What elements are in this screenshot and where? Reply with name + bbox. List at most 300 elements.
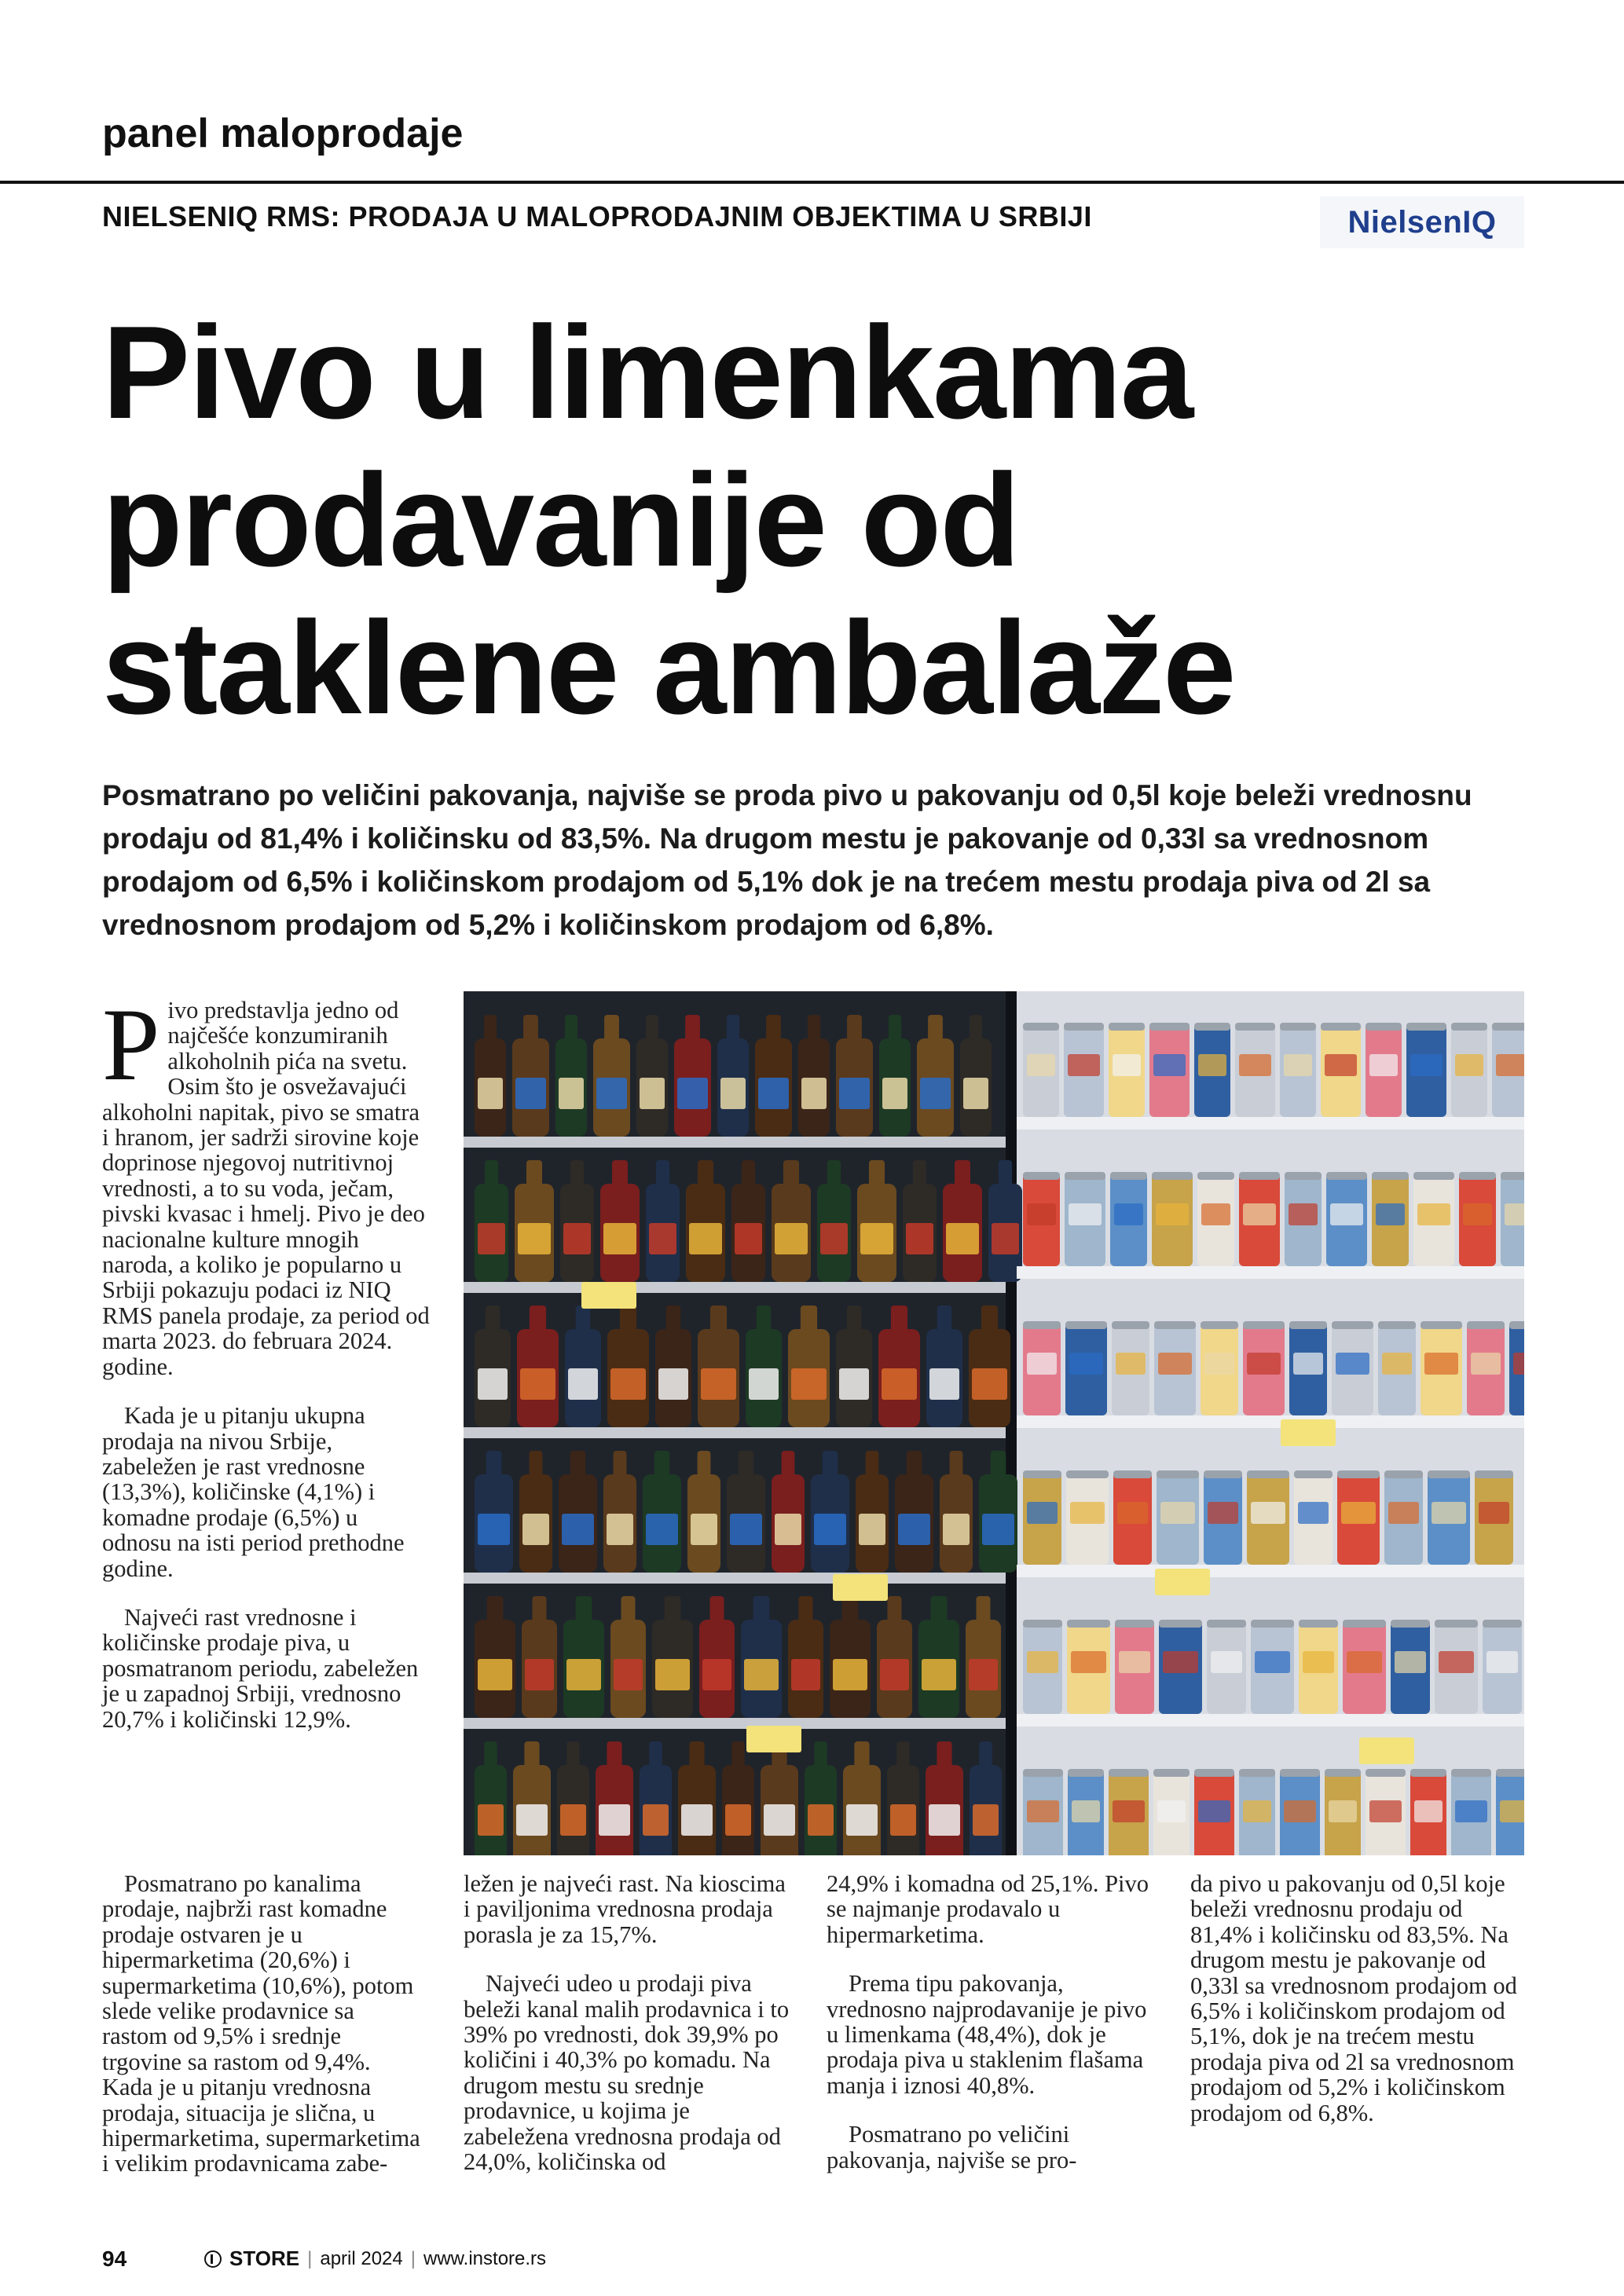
bottle-label [720,1078,746,1109]
can-top [1483,1620,1522,1628]
can-top [1239,1172,1280,1180]
bottle-label [922,1659,956,1690]
right-shelf [1017,1415,1524,1428]
can-top [1384,1470,1423,1478]
can-label [1027,1800,1059,1822]
bottle-label [520,1368,555,1400]
bottle-neck [612,1160,628,1192]
intro-text: ivo predstavlja jedno od najčešće konzumiranih alkoholnih pića na svetu. Osim što je osvežavajući alkoholni napitak, pivo se smatra i hranom, jer sadrži sirovine koje doprinose njegovoj nutritivnoj vrednosti, a to su voda, ječam, pivski kvasac i hmelj. Pivo je deo nacionalne kulture mnogih naroda, a koliko je popularno u Srbiji pokazuju podaci iz NIQ RMS panela prodaje, za period od marta 2023. do februara 2024. godine. [102,997,430,1380]
can-top [1366,1769,1406,1777]
bottle-neck [565,1015,577,1046]
drop-cap: P [102,987,160,1102]
can-label [1329,1800,1357,1822]
can-top [1451,1023,1487,1031]
can-label [1341,1502,1376,1524]
bottle-neck [570,1160,584,1192]
bottle-label [560,1804,586,1836]
can-top [1239,1769,1275,1777]
bottle-label [646,1514,678,1545]
bottle-label [603,1223,636,1254]
can-label [1211,1651,1242,1673]
bottle-label [943,1514,970,1545]
kicker: NIELSENIQ RMS: PRODAJA U MALOPRODAJNIM OBJEKTIMA U SRBIJI [102,200,1092,233]
can-top [1406,1023,1446,1031]
can-top [1110,1172,1147,1180]
bottle-neck [533,1596,547,1628]
bottle-label [859,1514,885,1545]
bottle-label [562,1514,594,1545]
can-label [1160,1502,1195,1524]
can-top [1280,1023,1316,1031]
can-top [1201,1321,1238,1329]
right-shelf [1017,1117,1524,1130]
can-label [1153,1054,1186,1076]
headline-line: Pivo u limenkama [102,298,1193,446]
can-top [1065,1321,1107,1329]
can-top [1065,1172,1105,1180]
column-2 [464,1871,794,2198]
bottle-label [846,1804,878,1836]
can-top [1068,1769,1104,1777]
bottle-label [946,1223,979,1254]
can-label [1239,1054,1271,1076]
bottle-label [478,1223,505,1254]
can-top [1285,1172,1322,1180]
can-label [1119,1651,1150,1673]
can-top [1325,1769,1361,1777]
bottle-label [568,1368,598,1400]
can-label [1156,1203,1189,1225]
bottle-neck [621,1596,636,1628]
bottle-neck [620,1305,636,1337]
can-label [1424,1353,1458,1375]
can-top [1194,1023,1230,1031]
can-label [1158,1353,1192,1375]
can-top [1332,1321,1373,1329]
can-label [1247,1353,1281,1375]
header-rule [0,181,1624,184]
bottle-neck [753,1596,770,1628]
can-top [1501,1172,1524,1180]
bottle-label [599,1804,630,1836]
bottle-neck [649,1741,662,1773]
bottle-neck [937,1305,951,1337]
left-shelf [464,1137,1006,1148]
bottle-neck [931,1596,948,1628]
bottle-label [478,1804,504,1836]
price-tag [746,1726,801,1752]
body-paragraph: Kada je u pitanju ukupna prodaja na nivou Srbije, zabeležen je rast vrednosne (13,3%), količinske (4,1%) i komadne prodaje (6,5%) u odnosu na isti period prethodne godine. [102,1402,405,1582]
can-top [1153,1769,1190,1777]
bottle-label [982,1514,1014,1545]
column-3 [827,1871,1157,2196]
bottle-label [744,1659,779,1690]
lead-paragraph: Posmatrano po veličini pakovanja, najviše se proda pivo u pakovanju od 0,5l koje beleži vrednosnu prodaju od 81,4% i količinsku od 83,5%. Na drugom mestu je pakovanje od 0,33l sa vrednosnom prodajom od 6,5% i količinskom prodajom od 5,1% dok je na trećem mestu prodaja piva od 2l sa vrednosnom prodajom od 5,2% i količinskom prodajom od 6,8%. [102,779,1472,941]
beer-shelves-illustration [464,991,1524,1855]
bottle-label [764,1804,795,1836]
bottle-label [775,1223,808,1254]
can-label [1347,1651,1382,1673]
can-top [1157,1470,1199,1478]
bottle-label [929,1804,960,1836]
can-top [1064,1023,1104,1031]
bottle-label [920,1078,951,1109]
body-paragraph: ležen je najveći rast. Na kioscima i paviljonima vrednosna prodaja porasla je za 15,7%. [464,1870,786,1948]
can-label [1500,1800,1524,1822]
right-shelf [1017,1266,1524,1279]
can-label [1201,1203,1230,1225]
can-label [1251,1502,1285,1524]
can-top [1109,1769,1149,1777]
bottle-label [972,1368,1007,1400]
can-top [1247,1470,1289,1478]
bottle-neck [727,1015,739,1046]
footer-separator: | [307,2247,313,2269]
bottle-label [563,1223,591,1254]
column-1b [102,1871,424,2200]
can-label [1455,1054,1483,1076]
bottle-neck [913,1160,926,1192]
can-top [1066,1470,1109,1478]
can-top [1509,1321,1524,1329]
can-label [1070,1502,1105,1524]
bottle-neck [604,1015,619,1046]
bottle-label [677,1078,708,1109]
headline-line: prodavanije od [102,446,1019,594]
bottle-label [725,1804,751,1836]
bottle-neck [646,1015,658,1046]
can-label [1293,1353,1323,1375]
bottle-neck [970,1015,982,1046]
price-tag [1359,1738,1414,1764]
can-label [1255,1651,1290,1673]
can-label [1376,1203,1405,1225]
body-paragraph: Najveći udeo u prodaji piva beleži kanal malih prodavnica i to 39% po vrednosti, dok 39,9% po količini i 40,3% po komadu. Na drugom mestu su srednje prodavnice, u kojima je zabeležena vrednosna prodaja od 24,0%, količinska od [464,1970,790,2176]
can-top [1251,1620,1294,1628]
left-shelf [464,1282,1006,1293]
can-label [1284,1054,1312,1076]
bottle-label [702,1659,731,1690]
can-top [1451,1769,1491,1777]
can-top [1204,1470,1242,1478]
bottle-neck [698,1160,713,1192]
footer-brand [204,2247,546,2271]
can-label [1336,1353,1369,1375]
bottle-neck [576,1305,590,1337]
bottle-neck [907,1451,922,1482]
bottle-neck [654,1451,670,1482]
bottle-neck [869,1160,885,1192]
bottle-neck [896,1741,909,1773]
bottle-label [882,1078,907,1109]
bottle-label [478,1078,503,1109]
bottle-label [973,1804,999,1836]
can-label [1163,1651,1198,1673]
can-label [1068,1054,1100,1076]
bottle-label [516,1804,548,1836]
bottle-neck [808,1015,820,1046]
can-top [1343,1620,1386,1628]
bottle-label [882,1368,917,1400]
can-top [1023,1321,1061,1329]
bottle-neck [888,1596,902,1628]
bottle-label [515,1078,546,1109]
can-top [1294,1470,1333,1478]
body-paragraph: Posmatrano po veličini pakovanja, najviše se pro- [827,2121,1077,2173]
bottle-label [791,1659,820,1690]
can-top [1372,1172,1409,1180]
bottle-neck [827,1160,841,1192]
price-tag [1281,1419,1336,1446]
bottle-neck [814,1741,827,1773]
can-top [1154,1321,1196,1329]
bottle-label [596,1078,627,1109]
can-label [1243,1203,1276,1225]
bottle-neck [739,1451,754,1482]
bottle-label [559,1078,584,1109]
section-label: panel maloprodaje [102,111,464,156]
bottle-neck [665,1596,681,1628]
bottle-label [898,1514,930,1545]
right-shelf [1017,1565,1524,1577]
can-top [1194,1769,1234,1777]
can-top [1366,1023,1402,1031]
left-shelf [464,1427,1006,1438]
can-top [1496,1769,1524,1777]
can-label [1208,1502,1238,1524]
bottle-label [730,1514,762,1545]
bottle-neck [484,1015,497,1046]
can-label [1027,1353,1057,1375]
can-label [1198,1054,1226,1076]
instore-logo-icon [204,2250,222,2268]
bottle-label [649,1223,676,1254]
can-top [1459,1172,1496,1180]
bottle-neck [979,1741,992,1773]
bottle-neck [486,1305,500,1337]
bottle-neck [485,1160,498,1192]
bottle-label [758,1078,789,1109]
bottle-label [525,1659,554,1690]
can-label [1027,1054,1055,1076]
can-label [1243,1800,1271,1822]
bottle-neck [801,1305,817,1337]
bottle-label [566,1659,601,1690]
intro-paragraph [102,987,432,1380]
can-top [1492,1023,1524,1031]
bottle-neck [928,1015,943,1046]
can-top [1243,1321,1285,1329]
can-label [1439,1651,1474,1673]
can-top [1391,1620,1430,1628]
bottle-label [643,1804,669,1836]
can-top [1067,1620,1110,1628]
body-paragraph: da pivo u pakovanju od 0,5l koje beleži vrednosnu prodaju od 81,4% i količinsku od 83,5%. Na drugom mestu je pakovanje od 0,33l sa vrednosnom prodajom od 6,5% i količinskom prodajom od 5,1%, dok je na trećem mestu prodaja piva od 2l sa vrednosnom prodajom od 5,2% i količinskom prodajom od 6,8%. [1190,1870,1517,2126]
can-top [1475,1470,1513,1478]
bottle-neck [698,1451,711,1482]
can-label [1069,1353,1103,1375]
can-label [1027,1203,1056,1225]
can-top [1337,1470,1380,1478]
can-top [1280,1769,1320,1777]
price-tag [833,1574,888,1601]
can-label [1157,1800,1186,1822]
bottle-neck [757,1305,771,1337]
can-label [1113,1800,1145,1822]
bottle-label [691,1514,717,1545]
can-label [1303,1651,1334,1673]
body-paragraph: Najveći rast vrednosne i količinske prodaje piva, u posmatranom periodu, zabeležen je u zapadnoj Srbiji, vrednosno 20,7% i količinski 12,9%. [102,1603,419,1733]
bottle-label [681,1804,713,1836]
bottle-label [839,1368,869,1400]
can-top [1289,1321,1327,1329]
column-1 [102,987,432,1756]
can-top [1413,1172,1454,1180]
footer-magazine-name: STORE [229,2247,300,2270]
can-top [1023,1172,1060,1180]
bottle-neck [823,1451,838,1482]
can-top [1197,1172,1234,1180]
bottle-neck [847,1305,861,1337]
footer-separator: | [410,2247,416,2269]
can-top [1023,1769,1063,1777]
bottle-label [607,1514,633,1545]
bottle-label [522,1514,549,1545]
can-top [1023,1023,1059,1031]
bottle-neck [666,1305,680,1337]
bottle-neck [523,1015,538,1046]
bottle-label [614,1659,643,1690]
can-label [1198,1800,1230,1822]
headline-line: staklene ambalaže [102,594,1235,742]
bottle-neck [486,1451,502,1482]
bottle-label [655,1659,690,1690]
can-label [1117,1502,1148,1524]
left-shelf [464,1718,1006,1729]
bottle-neck [766,1015,781,1046]
can-top [1467,1321,1505,1329]
can-label [1204,1353,1234,1375]
bottle-neck [782,1451,795,1482]
bottle-neck [937,1741,951,1773]
bottle-label [833,1659,867,1690]
bottle-neck [955,1160,970,1192]
can-label [1069,1203,1102,1225]
bottle-neck [799,1596,813,1628]
bottle-neck [866,1451,879,1482]
bottle-label [478,1368,508,1400]
bottle-label [658,1368,688,1400]
bottle-neck [999,1160,1012,1192]
can-label [1479,1502,1509,1524]
bottle-label [890,1804,916,1836]
bottle-label [963,1078,988,1109]
bottle-label [880,1659,909,1690]
bottle-neck [526,1160,542,1192]
can-label [1114,1203,1143,1225]
bottle-neck [689,1741,704,1773]
can-top [1299,1620,1338,1628]
bottle-label [735,1223,762,1254]
can-top [1435,1620,1478,1628]
can-top [1113,1470,1152,1478]
bottle-neck [891,1305,907,1337]
bottle-label [906,1223,933,1254]
can-top [1159,1620,1202,1628]
can-top [1378,1321,1416,1329]
page-number: 94 [102,2247,127,2271]
can-top [1023,1620,1062,1628]
can-label [1325,1054,1357,1076]
bottle-label [478,1659,512,1690]
bottle-neck [614,1451,627,1482]
can-label [1388,1502,1419,1524]
can-label [1369,1054,1398,1076]
bottle-neck [991,1451,1006,1482]
bottle-label [749,1368,779,1400]
bottle-label [801,1078,827,1109]
price-tag [1155,1569,1210,1595]
can-top [1112,1321,1149,1329]
can-top [1109,1023,1145,1031]
can-label [1395,1651,1426,1673]
bottle-neck [981,1305,998,1337]
bottle-neck [742,1160,755,1192]
bottle-label [820,1223,848,1254]
bottle-neck [854,1741,869,1773]
bottle-neck [570,1451,586,1482]
bottle-label [808,1804,834,1836]
body-paragraph: Prema tipu pakovanja, vrednosno najprodavanije je pivo u limenkama (48,4%), dok je prodaja piva u staklenim flašama manja i iznosi 40,8%. [827,1970,1147,2099]
bottle-neck [566,1741,579,1773]
bottle-label [478,1514,510,1545]
bottle-label [969,1659,998,1690]
price-tag [581,1282,636,1309]
can-label [1414,1800,1443,1822]
can-label [1513,1353,1524,1375]
bottle-label [839,1078,870,1109]
can-label [1116,1353,1146,1375]
bottle-neck [847,1015,862,1046]
bottle-neck [530,1451,543,1482]
bottle-label [701,1368,736,1400]
can-top [1235,1023,1275,1031]
can-label [1455,1800,1487,1822]
column-4 [1190,1871,1520,2149]
bottle-label [775,1514,801,1545]
can-label [1113,1054,1141,1076]
can-top [1421,1321,1462,1329]
headline [102,298,1516,742]
bottle-neck [977,1596,991,1628]
bottle-neck [524,1741,539,1773]
bottle-label [610,1368,646,1400]
footer-issue: april 2024 [320,2247,403,2269]
bottle-neck [731,1741,744,1773]
nielseniq-logo: NielsenIQ [1320,196,1524,248]
bottle-neck [576,1596,592,1628]
can-label [1298,1502,1329,1524]
can-label [1289,1203,1318,1225]
bottle-neck [783,1160,799,1192]
can-top [1207,1620,1246,1628]
bottle-label [814,1514,846,1545]
bottle-label [929,1368,959,1400]
bottle-label [791,1368,827,1400]
bottle-neck [889,1015,901,1046]
can-top [1428,1470,1470,1478]
right-shelf [1017,1714,1524,1727]
